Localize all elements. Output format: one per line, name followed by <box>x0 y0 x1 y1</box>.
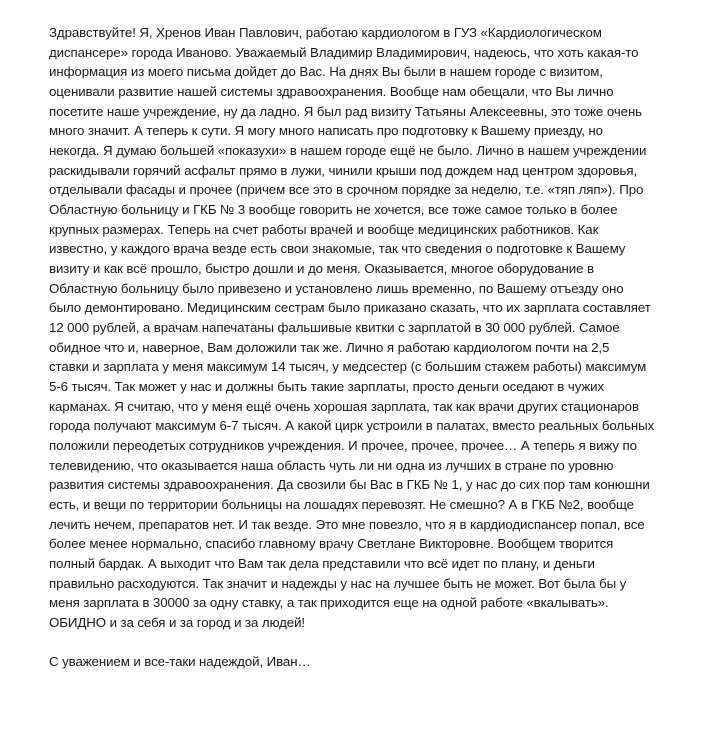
letter-line-2: диспансере» города Иваново. Уважаемый Владимир Владимирович, надеюсь, что хоть какая-то <box>49 45 639 60</box>
letter-line-9: отделывали фасады и прочее (причем все это в срочном порядке за неделю, т.е. «тяп ляп»). Про <box>49 182 644 197</box>
letter-line-1: Здравствуйте! Я, Хренов Иван Павлович, работаю кардиологом в ГУЗ «Кардиологическом <box>49 25 602 40</box>
letter-line-10: Областную больницу и ГКБ № 3 вообще говорить не хочется, все тоже самое только в более <box>49 202 618 217</box>
letter-line-31: ОБИДНО и за себя и за город и за людей! <box>49 615 306 630</box>
letter-line-14: Областную больницу было привезено и установлено лишь временно, по Вашему отъезду оно <box>49 281 624 296</box>
letter-line-8: раскидывали горячий асфальт прямо в лужи, чинили крыши под дождем над центром здоровья, <box>49 163 638 178</box>
letter-line-5: посетите наше учреждение, ну да ладно. Я был рад визиту Татьяны Алексеевны, это тоже очень <box>49 104 643 119</box>
letter-line-28: полный бардак. А выходит что Вам так дела представили что всё идет по плану, и деньги <box>49 556 595 571</box>
letter-line-18: ставки и зарплата у меня максимум 14 тысяч, у медсестер (с большим стажем работы) максимум <box>49 359 647 374</box>
letter-line-19: 5-6 тысяч. Так может у нас и должны быть такие зарплаты, просто деньги оседают в чужих <box>49 379 605 394</box>
letter-line-17: обидное что и, наверное, Вам доложили так же. Лично я работаю кардиологом почти на 2,5 <box>49 340 610 355</box>
letter-line-30: меня зарплата в 30000 за одну ставку, а так приходится еще на одной работе «вкалывать». <box>49 595 609 610</box>
letter-line-23: телевидению, что оказывается наша область чуть ли ни одна из лучших в стране по уровню <box>49 458 614 473</box>
letter-line-12: известно, у каждого врача везде есть свои знакомые, так что сведения о подготовке к Вашему <box>49 241 626 256</box>
letter-line-4: оценивали развитие нашей системы здравоохранения. Вообще нам обещали, что Вы лично <box>49 84 614 99</box>
letter-line-6: много значит. А теперь к сути. Я могу много написать про подготовку к Вашему приезду, но <box>49 123 603 138</box>
letter-line-13: визиту и как всё прошло, быстро дошли и до меня. Оказывается, многое оборудование в <box>49 261 594 276</box>
letter-line-27: более менее нормально, спасибо главному врачу Светлане Викторовне. Вообщем творится <box>49 536 614 551</box>
letter-line-11: крупных размерах. Теперь на счет работы врачей и вообще медицинских работников. Как <box>49 222 599 237</box>
letter-line-29: правильно расходуются. Так значит и надежды у нас на лучшее быть не может. Вот была бы у <box>49 576 627 591</box>
letter-line-21: города получают максимум 6-7 тысяч. А какой цирк устроили в палатах, вместо реальных больных <box>49 418 655 433</box>
letter-line-15: было демонтировано. Медицинским сестрам было приказано сказать, что их зарплата составляет <box>49 300 651 315</box>
letter-line-25: есть, и вещи по территории больницы на лошадях перевозят. Не смешно? А в ГКБ №2, вообще <box>49 497 634 512</box>
letter-line-24: развития системы здравоохранения. Да свозили бы Вас в ГКБ № 1, у нас до сих пор там конюшни <box>49 477 650 492</box>
letter-line-7: некогда. Я думаю большей «показухи» в нашем городе ещё не было. Лично в нашем учреждении <box>49 143 647 158</box>
letter-line-26: лечить нечем, препаратов нет. И так везде. Это мне повезло, что я в кардиодиспансер попал, все <box>49 517 645 532</box>
letter-line-16: 12 000 рублей, а врачам напечатаны фальшивые квитки с зарплатой в 30 000 рублей. Самое <box>49 320 620 335</box>
letter-line-22: положили переодетых сотрудников учреждения. И прочее, прочее, прочее… А теперь я вижу по <box>49 438 637 453</box>
letter-signature: С уважением и все-таки надеждой, Иван… <box>49 654 311 669</box>
letter-line-3: информация из моего письма дойдет до Вас. На днях Вы были в нашем городе с визитом, <box>49 64 603 79</box>
letter-line-20: карманах. Я считаю, что у меня ещё очень хорошая зарплата, так как врачи других стационаров <box>49 399 639 414</box>
